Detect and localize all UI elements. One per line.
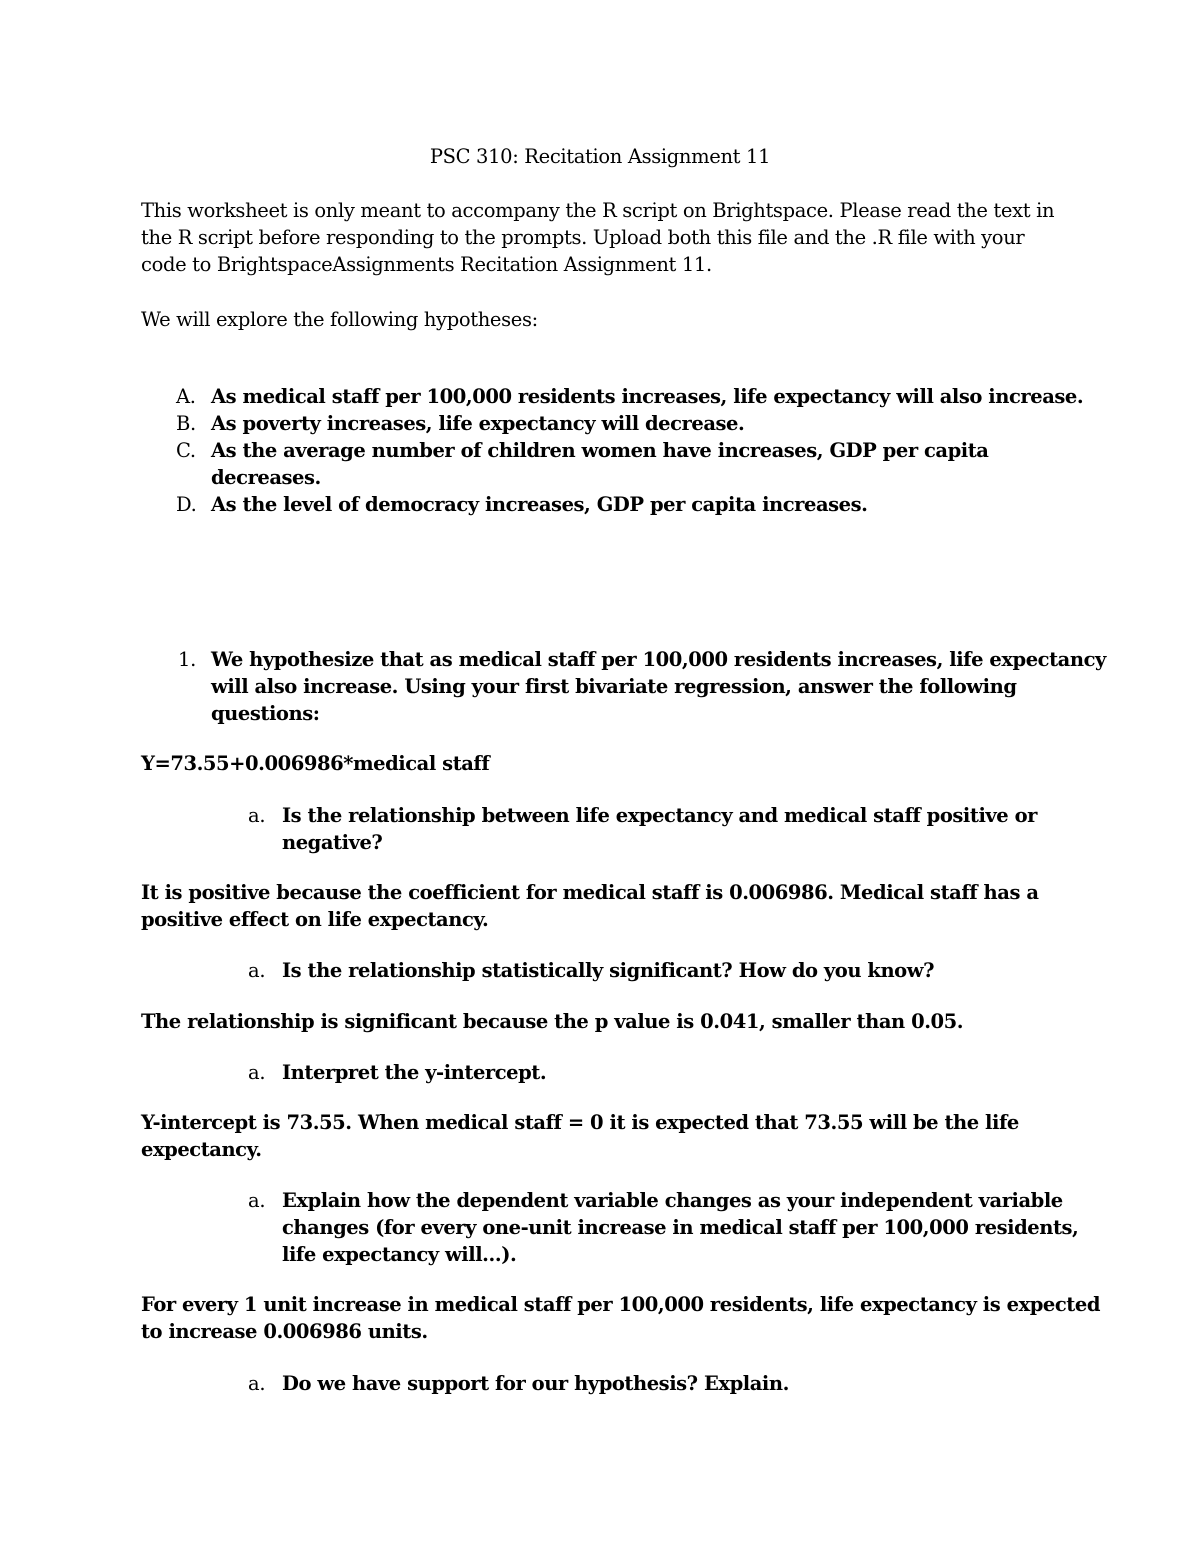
answer-1-line-1: It is positive because the coefficient for medical staff is 0.006986. Medical staff has a xyxy=(141,881,1039,904)
subquestion-1-line-2: negative? xyxy=(282,831,383,854)
hypothesis-d-text: As the level of democracy increases, GDP per capita increases. xyxy=(211,493,868,516)
answer-3-line-2: expectancy. xyxy=(141,1138,262,1161)
answer-4-line-2: to increase 0.006986 units. xyxy=(141,1320,428,1343)
subquestion-4-marker: a. xyxy=(248,1189,266,1212)
answer-1-line-2: positive effect on life expectancy. xyxy=(141,908,489,931)
question-1-line-2: will also increase. Using your first bivariate regression, answer the following xyxy=(211,675,1017,698)
question-1-line-1: We hypothesize that as medical staff per 100,000 residents increases, life expectancy xyxy=(211,648,1106,671)
subquestion-4-line-2: changes (for every one-unit increase in medical staff per 100,000 residents, xyxy=(282,1216,1079,1239)
intro-line-3: code to BrightspaceAssignments Recitation Assignment 11. xyxy=(141,253,712,276)
hypothesis-c-marker: C. xyxy=(176,439,196,462)
answer-3-line-1: Y-intercept is 73.55. When medical staff = 0 it is expected that 73.55 will be the life xyxy=(141,1111,1019,1134)
answer-2-line-1: The relationship is significant because the p value is 0.041, smaller than 0.05. xyxy=(141,1010,964,1033)
subquestion-3-marker: a. xyxy=(248,1061,266,1084)
subquestion-5-marker: a. xyxy=(248,1372,266,1395)
subquestion-1-line-1: Is the relationship between life expectancy and medical staff positive or xyxy=(282,804,1037,827)
subquestion-2-line-1: Is the relationship statistically significant? How do you know? xyxy=(282,959,935,982)
subquestion-3-line-1: Interpret the y-intercept. xyxy=(282,1061,547,1084)
regression-equation: Y=73.55+0.006986*medical staff xyxy=(141,752,490,775)
hypothesis-c-text-line-2: decreases. xyxy=(211,466,321,489)
hypothesis-a-marker: A. xyxy=(176,385,196,408)
subquestion-4-line-3: life expectancy will…). xyxy=(282,1243,517,1266)
subquestion-4-line-1: Explain how the dependent variable changes as your independent variable xyxy=(282,1189,1063,1212)
intro-line-2: the R script before responding to the prompts. Upload both this file and the .R file with your xyxy=(141,226,1025,249)
subquestion-5-line-1: Do we have support for our hypothesis? Explain. xyxy=(282,1372,789,1395)
hypothesis-b-text: As poverty increases, life expectancy will decrease. xyxy=(211,412,745,435)
hypotheses-intro: We will explore the following hypotheses: xyxy=(141,308,538,331)
answer-4-line-1: For every 1 unit increase in medical staff per 100,000 residents, life expectancy is expected xyxy=(141,1293,1101,1316)
hypothesis-b-marker: B. xyxy=(176,412,196,435)
question-1-marker: 1. xyxy=(178,648,197,671)
hypothesis-d-marker: D. xyxy=(176,493,197,516)
hypothesis-a-text: As medical staff per 100,000 residents increases, life expectancy will also increase. xyxy=(211,385,1084,408)
subquestion-1-marker: a. xyxy=(248,804,266,827)
hypothesis-c-text-line-1: As the average number of children women have increases, GDP per capita xyxy=(211,439,989,462)
intro-line-1: This worksheet is only meant to accompany the R script on Brightspace. Please read the text in xyxy=(141,199,1055,222)
question-1-line-3: questions: xyxy=(211,702,320,725)
document-title: PSC 310: Recitation Assignment 11 xyxy=(429,145,771,168)
subquestion-2-marker: a. xyxy=(248,959,266,982)
